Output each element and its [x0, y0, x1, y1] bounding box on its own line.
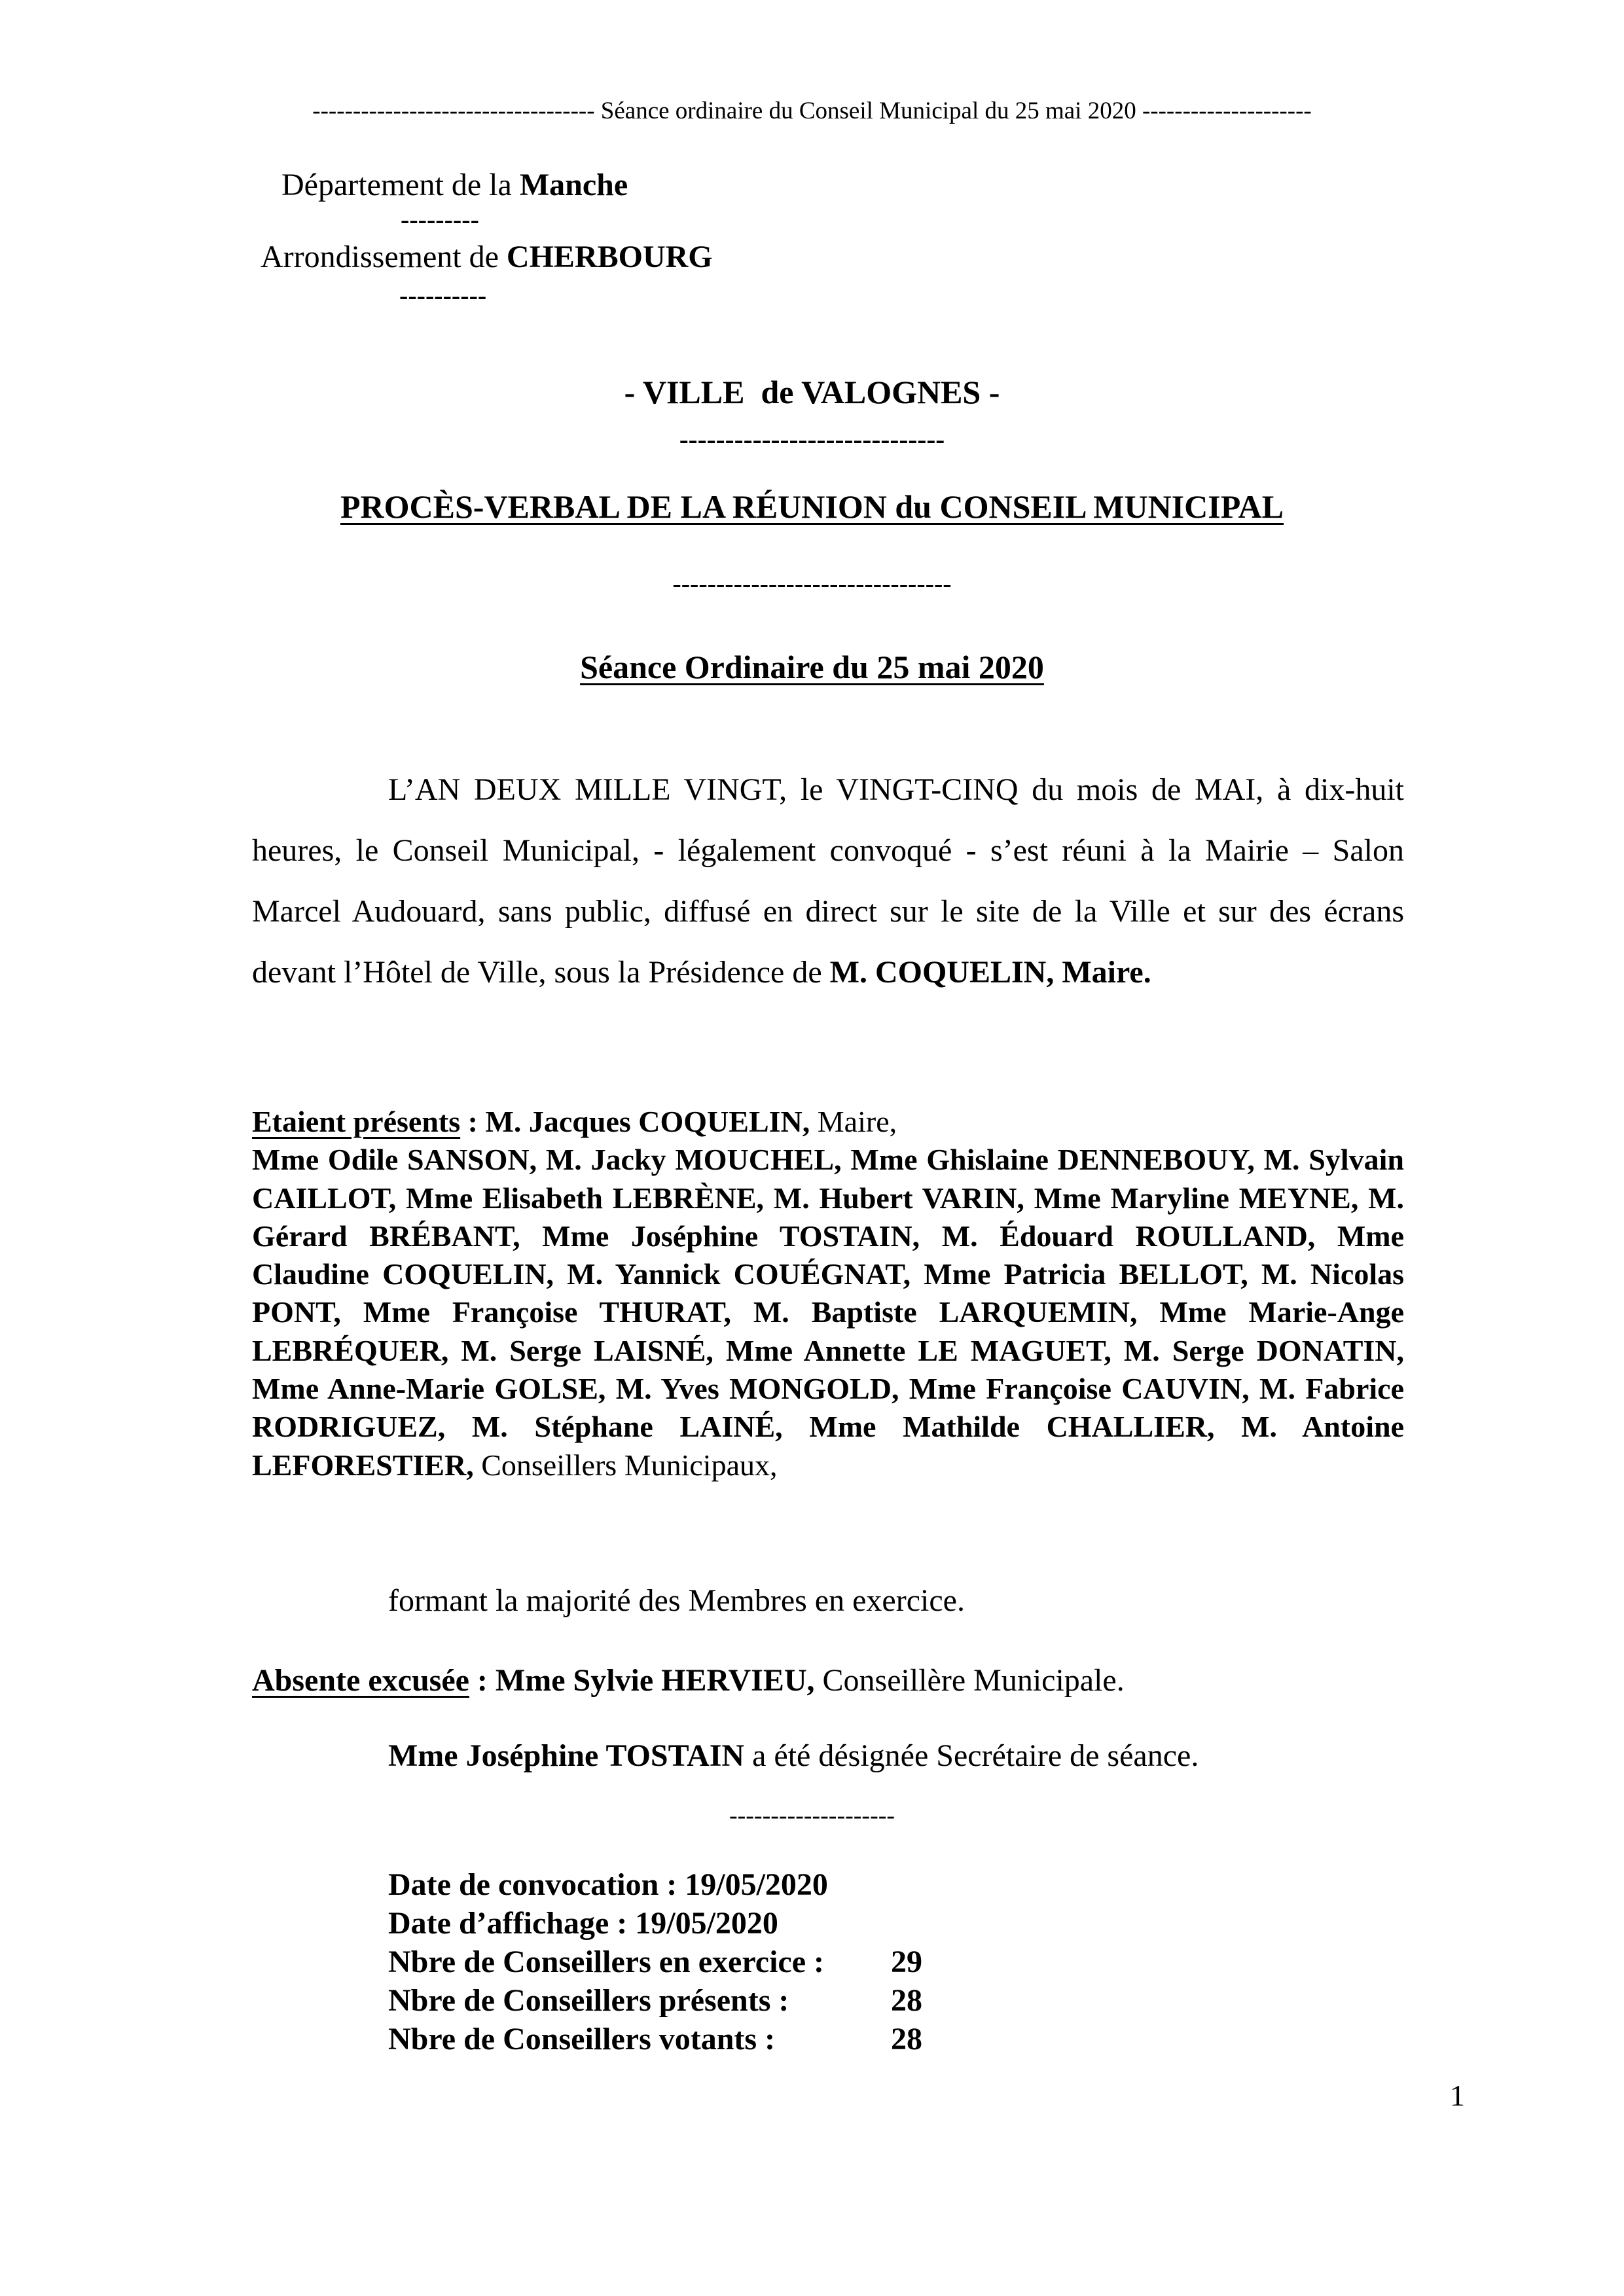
attendees-separator: : [460, 1105, 486, 1138]
president-name: M. COQUELIN, Maire. [829, 955, 1151, 990]
mayor-name: M. Jacques COQUELIN, [485, 1105, 810, 1138]
arrondissement-prefix: Arrondissement de [261, 240, 507, 274]
session-title-text: Séance Ordinaire du 25 mai 2020 [580, 649, 1044, 685]
convocation-date: Date de convocation : 19/05/2020 [388, 1867, 828, 1902]
secretary-name: Mme Joséphine TOSTAIN [388, 1738, 745, 1773]
session-title [0, 648, 1624, 686]
councillors-voting: Nbre de Conseillers votants : 28 [388, 2022, 922, 2056]
separator-dashes: ----------------------------- [679, 425, 945, 455]
attendees-paragraph [252, 1103, 1404, 1484]
posting-date: Date d’affichage : 19/05/2020 [388, 1906, 778, 1941]
absentee-label: Absente excusée [252, 1663, 469, 1698]
document-title-text: PROCÈS-VERBAL DE LA RÉUNION du CONSEIL MUNICIPAL [340, 488, 1284, 525]
absentee-name: Mme Sylvie HERVIEU, [495, 1663, 815, 1698]
absentee-line [252, 1662, 1125, 1698]
session-stats [388, 1865, 922, 2058]
absentee-separator: : [469, 1663, 496, 1698]
absentee-role: Conseillère Municipale. [814, 1663, 1125, 1698]
arrondissement-line [261, 239, 713, 275]
department-prefix: Département de la [281, 168, 520, 202]
separator-dashes: --------- [401, 205, 479, 234]
council-members-role: Conseillers Municipaux, [473, 1448, 778, 1482]
intro-text: L’AN DEUX MILLE VINGT, le VINGT-CINQ du mois de MAI, à dix-huit heures, le Conseil Municipal, - légalement convoqué - s’est réuni à la Mairie – Salon Marcel Audouard, sans public, diffusé en direct sur le site de la Ville et sur des écrans devant l’Hôtel de Ville, sous la Présidence de [252, 772, 1404, 990]
councillors-present: Nbre de Conseillers présents : 28 [388, 1983, 922, 2018]
separator-dashes: -------------------------------- [672, 569, 952, 598]
intro-paragraph [252, 759, 1404, 1003]
quorum-statement: formant la majorité des Membres en exercice. [388, 1583, 965, 1618]
department-name: Manche [519, 168, 628, 202]
document-title [0, 488, 1624, 526]
attendees-label: Etaient présents [252, 1105, 461, 1138]
mayor-role: Maire, [810, 1105, 897, 1138]
secretary-line [388, 1738, 1199, 1774]
town-title: - VILLE de VALOGNES - [624, 374, 1000, 410]
page-number: 1 [1450, 2079, 1465, 2112]
department-line [281, 167, 628, 203]
councillors-in-office: Nbre de Conseillers en exercice : 29 [388, 1945, 922, 1979]
running-header: ----------------------------------- Séance ordinaire du Conseil Municipal du 25 mai 2020 --------------------- [312, 98, 1312, 124]
separator-dashes: ---------- [399, 281, 487, 310]
separator-dashes: -------------------- [729, 1802, 895, 1829]
council-members-list: Mme Odile SANSON, M. Jacky MOUCHEL, Mme Ghislaine DENNEBOUY, M. Sylvain CAILLOT, Mme Elisabeth LEBRÈNE, M. Hubert VARIN, Mme Maryline MEYNE, M. Gérard BRÉBANT, Mme Joséphine TOSTAIN, M. Édouard ROULLAND, Mme Claudine COQUELIN, M. Yannick COUÉGNAT, Mme Patricia BELLOT, M. Nicolas PONT, Mme Françoise THURAT, M. Baptiste LARQUEMIN, Mme Marie-Ange LEBRÉQUER, M. Serge LAISNÉ, Mme Annette LE MAGUET, M. Serge DONATIN, Mme Anne-Marie GOLSE, M. Yves MONGOLD, Mme Françoise CAUVIN, M. Fabrice RODRIGUEZ, M. Stéphane LAINÉ, Mme Mathilde CHALLIER, M. Antoine LEFORESTIER, [252, 1143, 1404, 1482]
secretary-text: a été désignée Secrétaire de séance. [744, 1738, 1199, 1773]
arrondissement-name: CHERBOURG [506, 240, 713, 274]
